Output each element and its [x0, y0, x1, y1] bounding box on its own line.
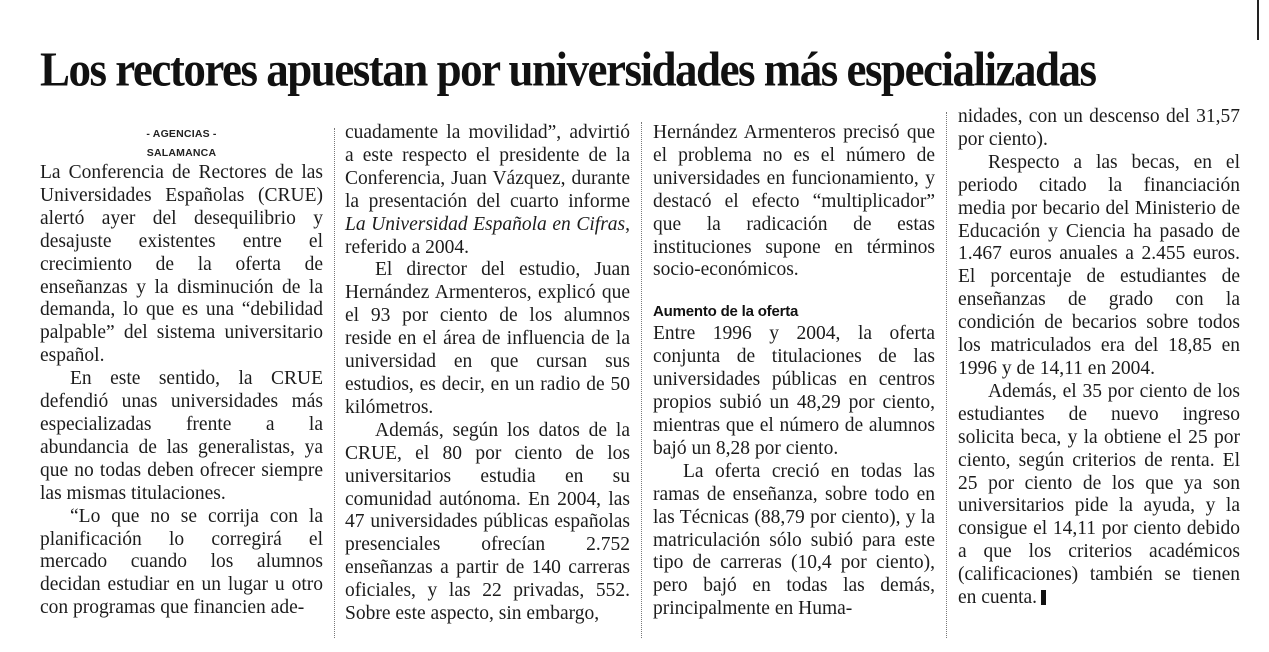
column-rule-3: [946, 112, 947, 638]
byline-city: SALAMANCA: [146, 147, 217, 159]
paragraph: “Lo que no se corrija con la planificación lo corregirá el mercado cuando los alumnos decidan estudiar en un lugar u otro con programas que financien ade-: [40, 505, 323, 619]
paragraph: Hernández Armenteros precisó que el problema no es el número de universidades en funcionamiento, y destacó el efecto “multiplicador” que la radicación de estas instituciones supone en términos socio-económicos.: [653, 122, 935, 281]
paragraph: El director del estudio, Juan Hernández Armenteros, explicó que el 93 por ciento de los alumnos reside en el área de influencia de la universidad en que cursan sus estudios, es decir, en un radio de 50 kilómetros.: [345, 259, 630, 418]
column-rule-2: [641, 122, 642, 638]
section-subhead: Aumento de la oferta: [653, 303, 799, 321]
paragraph-text: Además, el 35 por ciento de los estudiantes de nuevo ingreso solicita beca, y la obtiene el 25 por ciento, según criterios de renta. El 25 por ciento de los que ya son universitarios pide la ayuda, y la consigue el 14,11 por ciento debido a que los criterios académicos (calificaciones) también se tienen en cuenta.: [958, 380, 1240, 609]
article-column-1: [40, 128, 323, 620]
column-rule-1: [334, 128, 335, 638]
scan-edge-line: [1257, 0, 1259, 40]
article-column-3: [653, 122, 935, 621]
paragraph: Además, según los datos de la CRUE, el 80 por ciento de los universitarios estudia en su comunidad autónoma. En 2004, las 47 universidades públicas españolas presenciales ofrecían 2.752 enseñanzas a partir de 140 carreras oficiales, y las 22 privadas, 552. Sobre este aspecto, sin embargo,: [345, 419, 630, 625]
paragraph-text: , referido a 2004.: [345, 213, 630, 258]
byline-agency: - AGENCIAS -: [146, 128, 217, 140]
report-title: La Universidad Española en Cifras: [345, 213, 626, 235]
paragraph: Respecto a las becas, en el periodo citado la financiación media por becario del Ministerio de Educación y Ciencia ha pasado de 1.467 euros anuales a 2.455 euros. El porcentaje de estudiantes de enseñanzas de grado con la condición de becarios sobre todos los matriculados era del 18,85 en 1996 y de 14,11 en 2004.: [958, 151, 1240, 379]
article-column-2: [345, 122, 630, 626]
paragraph: La oferta creció en todas las ramas de enseñanza, sobre todo en las Técnicas (88,79 por ciento), y la matriculación sólo subió para este tipo de carreras (10,4 por ciento), pero bajó en todas las demás, principalmente en Huma-: [653, 460, 935, 620]
article-column-4: [958, 106, 1240, 610]
paragraph: La Conferencia de Rectores de las Universidades Españolas (CRUE) alertó ayer del desequilibrio y desajuste existentes entre el crecimiento de la oferta de enseñanzas y la disminución de la demanda, lo que es una “debilidad palpable” del sistema universitario español.: [40, 162, 323, 367]
paragraph-text: cuadamente la movilidad”, advirtió a este respecto el presidente de la Conferencia, Juan Vázquez, durante la presentación del cuarto informe: [345, 122, 630, 212]
paragraph: [958, 381, 1240, 610]
headline: Los rectores apuestan por universidades más especializadas: [40, 42, 1096, 97]
paragraph: En este sentido, la CRUE defendió unas universidades más especializadas frente a la abundancia de las generalistas, ya que no todas deben ofrecer siempre las mismas titulaciones.: [40, 368, 323, 504]
end-of-article-mark: [1041, 590, 1046, 605]
paragraph: Entre 1996 y 2004, la oferta conjunta de titulaciones de las universidades públicas en centros propios subió un 48,29 por ciento, mientras que el número de alumnos bajó un 8,28 por ciento.: [653, 323, 935, 459]
paragraph: [345, 122, 630, 259]
paragraph: nidades, con un descenso del 31,57 por ciento).: [958, 106, 1240, 150]
